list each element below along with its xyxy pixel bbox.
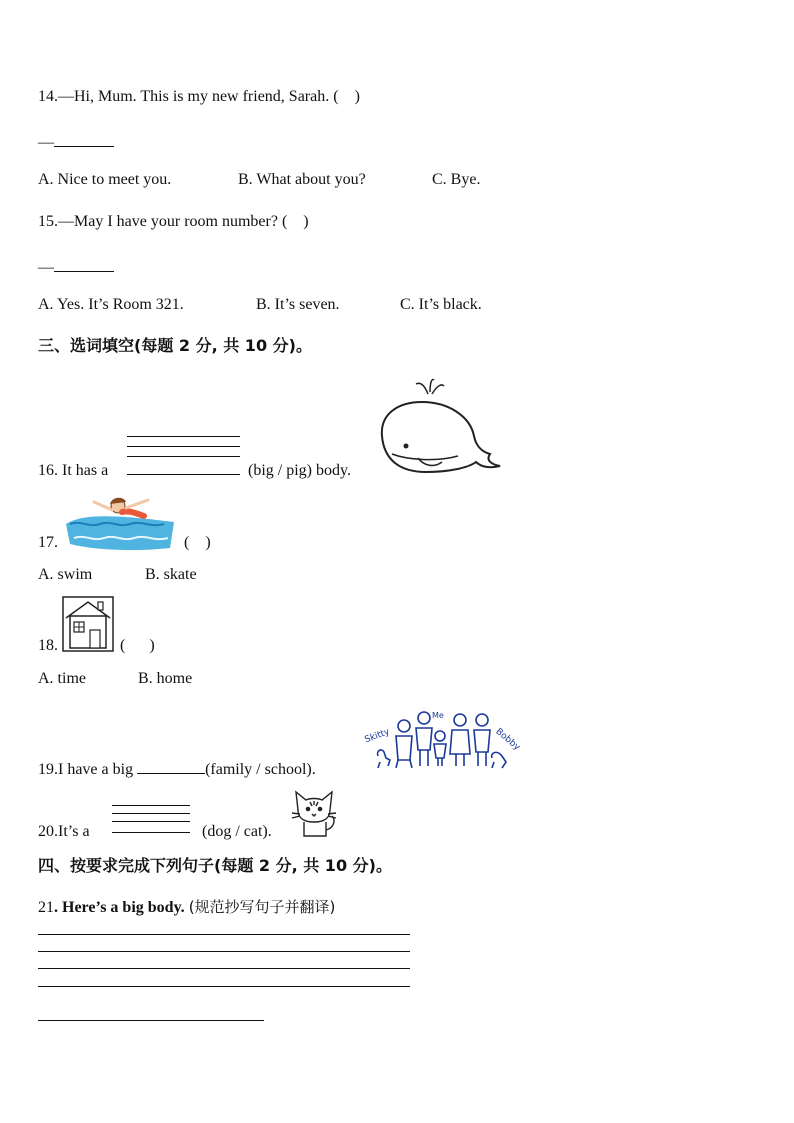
q21-writing-line[interactable]: [38, 951, 410, 952]
q20-writing-line: [112, 821, 190, 822]
q20-answer-blank[interactable]: [112, 832, 190, 833]
q14-blank: [54, 132, 114, 147]
q17-option-b[interactable]: B. skate: [145, 566, 197, 583]
family-label-bobby: Bobby: [493, 726, 522, 753]
q17-option-a[interactable]: A. swim: [38, 566, 93, 583]
house-illustration: [62, 596, 114, 652]
q15-option-b[interactable]: B. It’s seven.: [256, 296, 340, 313]
cat-illustration: [290, 786, 340, 838]
family-label-me: Me: [432, 711, 444, 720]
family-label-skitty: Skitty: [363, 727, 392, 746]
q14-option-c[interactable]: C. Bye.: [432, 171, 481, 188]
q19-prefix: 19.I have a big: [38, 761, 134, 778]
q15-blank: [54, 257, 114, 272]
q18-option-b[interactable]: B. home: [138, 670, 193, 687]
q21-translation-line[interactable]: [38, 1020, 264, 1021]
q14-answer-line[interactable]: [38, 132, 114, 151]
q21-writing-line[interactable]: [38, 968, 410, 969]
whale-illustration: [378, 376, 506, 476]
q21-writing-line[interactable]: [38, 986, 410, 987]
q17-number: 17.: [38, 534, 58, 551]
q14-option-b[interactable]: B. What about you?: [238, 171, 366, 188]
q21-writing-line[interactable]: [38, 934, 410, 935]
q14-option-a[interactable]: A. Nice to meet you.: [38, 171, 172, 188]
q14-question: 14.—Hi, Mum. This is my new friend, Sarah. ( ): [38, 88, 360, 105]
swimming-girl-illustration: [64, 494, 176, 552]
q16-writing-line: [127, 446, 240, 447]
q16-writing-line: [127, 456, 240, 457]
q18-answer-paren[interactable]: ( ): [120, 637, 155, 654]
section3-heading: 三、选词填空(每题 2 分, 共 10 分)。: [38, 336, 312, 355]
q20-suffix: (dog / cat).: [202, 823, 272, 840]
q18-option-a[interactable]: A. time: [38, 670, 86, 687]
q14-dash: —: [38, 134, 54, 151]
q15-option-a[interactable]: A. Yes. It’s Room 321.: [38, 296, 184, 313]
q16-writing-line: [127, 436, 240, 437]
q20-writing-line: [112, 813, 190, 814]
q21-number: 21: [38, 899, 54, 916]
q19-suffix: (family / school).: [205, 761, 316, 778]
q19-sentence: [38, 759, 316, 778]
q16-suffix: (big / pig) body.: [248, 462, 351, 479]
q21-instruction: (规范抄写句子并翻译): [188, 898, 336, 916]
q16-prefix: 16. It has a: [38, 462, 109, 479]
q15-question: 15.—May I have your room number? ( ): [38, 213, 309, 230]
q15-option-c[interactable]: C. It’s black.: [400, 296, 482, 313]
q19-answer-blank[interactable]: [137, 759, 205, 774]
q21-sentence: . Here’s a big body.: [54, 899, 189, 916]
q17-answer-paren[interactable]: ( ): [184, 534, 211, 551]
q16-answer-blank[interactable]: [127, 474, 240, 475]
q15-answer-line[interactable]: [38, 257, 114, 276]
q15-dash: —: [38, 259, 54, 276]
q20-writing-line: [112, 805, 190, 806]
q21-prompt: [38, 900, 335, 916]
section4-heading: 四、按要求完成下列句子(每题 2 分, 共 10 分)。: [38, 856, 392, 875]
q18-number: 18.: [38, 637, 58, 654]
family-illustration: [362, 706, 522, 772]
q20-prefix: 20.It’s a: [38, 823, 90, 840]
